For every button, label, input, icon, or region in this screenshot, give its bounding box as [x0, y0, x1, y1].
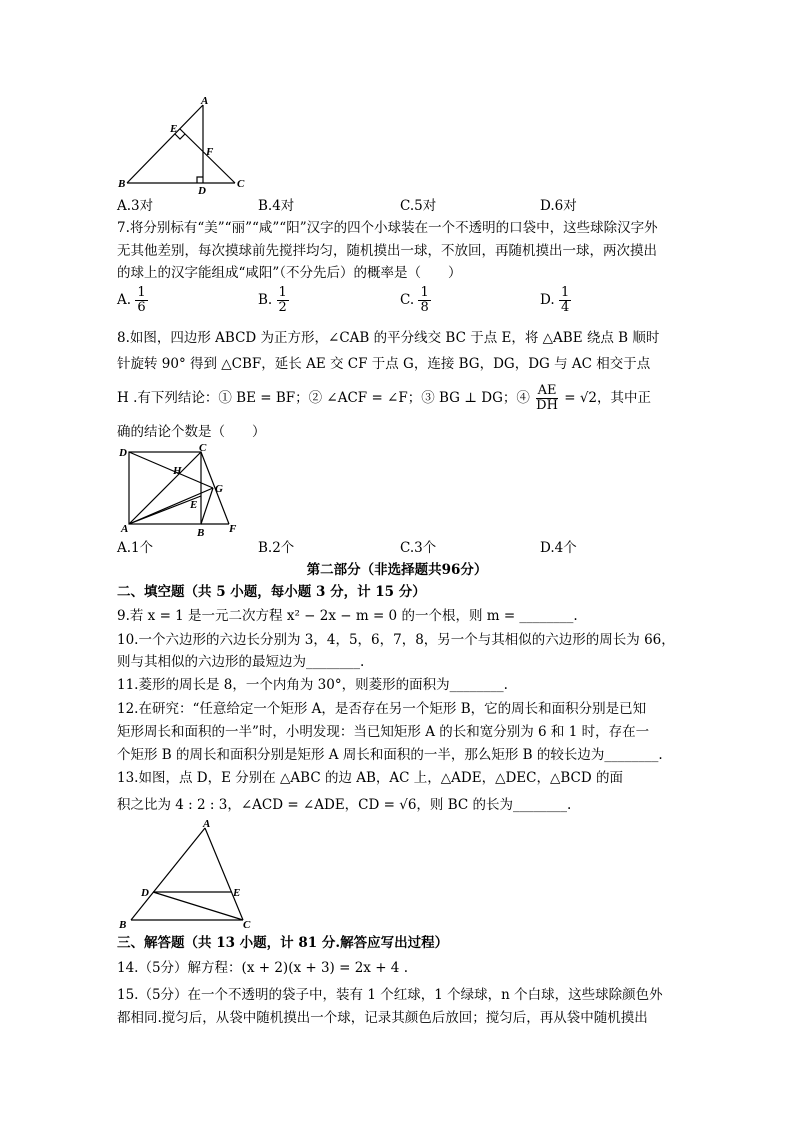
- q7-option-b: B. $\frac{1}{2}$: [258, 285, 287, 315]
- q9-text: 9.若 x = 1 是一元二次方程 x² − 2x − m = 0 的一个根，则 m = ________.: [117, 608, 578, 624]
- q8-option-d: D.4个: [540, 540, 577, 556]
- fig-q8-label: C: [199, 444, 207, 454]
- q13-text-line: 13.如图，点 D，E 分别在 △ABC 的边 AB，AC 上，△ADE，△DEC，△BCD 的面: [117, 770, 623, 786]
- fig-q6-label: D: [198, 185, 206, 195]
- q7-text-line: 7.将分别标有“美”“丽”“咸”“阳”汉字的四个小球装在一个不透明的口袋中，这些球除汉字外: [117, 220, 658, 236]
- q7-text-line: 的球上的汉字能组成“咸阳”（不分先后）的概率是（ ）: [117, 265, 462, 281]
- q7-option-d: D. $\frac{1}{4}$: [540, 285, 570, 315]
- q7-option-a: A. $\frac{1}{6}$: [117, 285, 146, 315]
- q12-text-line: 个矩形 B 的周长和面积分别是矩形 A 周长和面积的一半，那么矩形 B 的较长边为________.: [117, 747, 663, 763]
- q6-option-d: D.6对: [540, 198, 577, 214]
- part-two-title: 第二部分（非选择题共96分）: [306, 562, 488, 578]
- q8-text-line: 针旋转 90° 得到 △CBF，延长 AE 交 CF 于点 G，连接 BG，DG，DG 与 AC 相交于点: [117, 356, 651, 372]
- fig-q8-label: B: [197, 527, 205, 539]
- q10-text-line: 10.一个六边形的六边长分别为 3，4，5，6，7，8，另一个与其相似的六边形的周长为 66，: [117, 632, 675, 648]
- fig-q8-label: A: [121, 523, 129, 535]
- q8-option-b: B.2个: [258, 540, 295, 556]
- q11-text: 11.菱形的周长是 8，一个内角为 30°，则菱形的面积为________.: [117, 677, 508, 693]
- q10-text-line: 则与其相似的六边形的最短边为________.: [117, 654, 365, 670]
- fraction: $\frac{1}{8}$: [420, 285, 429, 315]
- q12-text-line: 矩形周长和面积的一半”时，小明发现：当已知矩形 A 的长和宽分别为 6 和 1 时，存在一: [117, 724, 650, 740]
- figure-q13-triangle: [117, 816, 257, 932]
- fig-q13-label: D: [141, 887, 149, 899]
- q7-option-c: C. $\frac{1}{8}$: [400, 285, 429, 315]
- figure-q8-square: [117, 444, 247, 540]
- fraction: $\frac{1}{6}$: [137, 285, 146, 315]
- fig-q13-label: C: [243, 919, 251, 931]
- q13-text-line: 积之比为 4 : 2 : 3，∠ACD = ∠ADE，CD = √6，则 BC 的长为________.: [117, 797, 572, 813]
- q7-text-line: 无其他差别，每次摸球前先搅拌均匀，随机摸出一球，不放回，再随机摸出一球，两次摸出: [117, 243, 657, 259]
- fig-q6-label: B: [118, 178, 126, 190]
- fig-q6-label: E: [170, 123, 178, 135]
- fraction: $\frac{AE}{DH}$: [536, 383, 558, 413]
- q6-option-b: B.4对: [258, 198, 295, 214]
- q15-text-line: 都相同.搅匀后，从袋中随机摸出一个球，记录其颜色后放回；搅匀后，再从袋中随机摸出: [117, 1010, 648, 1026]
- q15-text-line: 15.（5分）在一个不透明的袋子中，装有 1 个红球，1 个绿球，n 个白球，这些球除颜色外: [117, 987, 663, 1003]
- fraction: $\frac{1}{2}$: [278, 285, 287, 315]
- q8-text-line: 8.如图，四边形 ABCD 为正方形，∠CAB 的平分线交 BC 于点 E，将 △ABE 绕点 B 顺时: [117, 330, 660, 346]
- q8-text-line: 确的结论个数是（ ）: [117, 424, 266, 440]
- fraction: $\frac{1}{4}$: [560, 285, 570, 315]
- fig-q8-label: E: [190, 499, 198, 511]
- q8-option-a: A.1个: [117, 540, 154, 556]
- fig-q13-label: B: [119, 919, 127, 931]
- fig-q13-label: A: [203, 818, 211, 830]
- fig-q13-label: E: [233, 887, 241, 899]
- fig-q6-label: F: [206, 146, 214, 158]
- fig-q6-label: C: [237, 178, 245, 190]
- section-heading: 三、解答题（共 13 小题，计 81 分.解答应写出过程）: [117, 935, 449, 951]
- q14-text: 14.（5分）解方程：(x + 2)(x + 3) = 2x + 4 .: [117, 960, 408, 976]
- fig-q8-label: F: [229, 523, 237, 535]
- q6-option-c: C.5对: [400, 198, 437, 214]
- fig-q8-label: H: [173, 465, 182, 477]
- q12-text-line: 12.在研究：“任意给定一个矩形 A，是否存在另一个矩形 B，它的周长和面积分别是已知: [117, 701, 647, 717]
- q6-option-a: A.3对: [117, 198, 154, 214]
- fig-q8-label: D: [119, 447, 127, 459]
- figure-q6-triangle: [117, 95, 252, 195]
- q8-option-c: C.3个: [400, 540, 437, 556]
- section-heading: 二、填空题（共 5 小题，每小题 3 分，计 15 分）: [117, 584, 426, 600]
- fig-q6-label: A: [201, 95, 209, 107]
- q8-text-line: H .有下列结论：① BE = BF；② ∠ACF = ∠F；③ BG ⊥ DG；④ $\frac{AE}{DH}$ = √2，其中正: [117, 383, 652, 413]
- fig-q8-label: G: [215, 483, 223, 495]
